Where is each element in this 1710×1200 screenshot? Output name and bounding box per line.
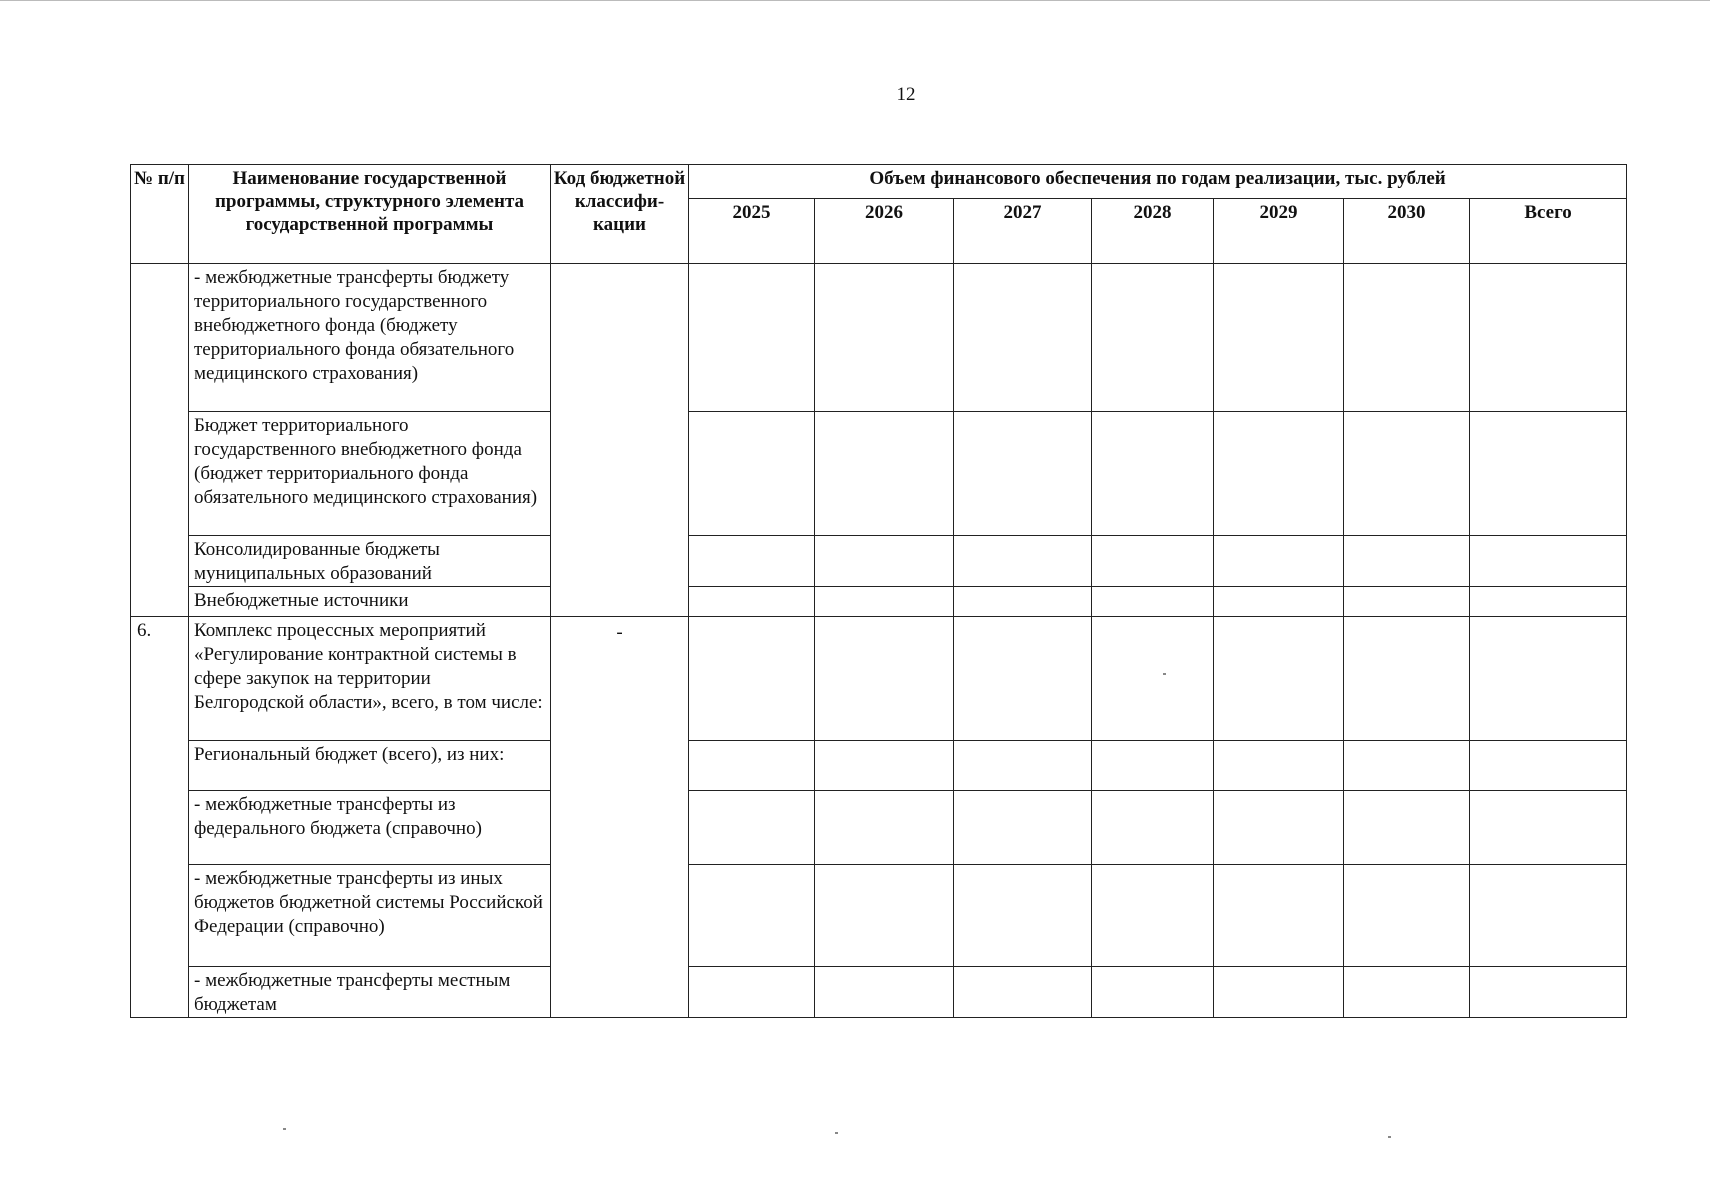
amount-cell xyxy=(1214,264,1344,412)
row-num-cell xyxy=(131,264,189,617)
amount-cell xyxy=(1214,791,1344,865)
amount-cell xyxy=(1214,587,1344,617)
amount-cell xyxy=(1470,412,1627,536)
header-code: Код бюджетной классифи-кации xyxy=(551,165,689,264)
table-row xyxy=(131,967,1627,1018)
amount-cell xyxy=(1092,264,1214,412)
amount-cell xyxy=(689,791,815,865)
table-row xyxy=(131,264,1627,412)
amount-cell xyxy=(815,617,954,741)
amount-cell xyxy=(1344,617,1470,741)
amount-cell xyxy=(1470,741,1627,791)
header-year-2026: 2026 xyxy=(815,199,954,264)
amount-cell xyxy=(1344,967,1470,1018)
amount-cell xyxy=(689,865,815,967)
amount-cell xyxy=(815,412,954,536)
amount-cell xyxy=(1470,617,1627,741)
table-row xyxy=(131,791,1627,865)
amount-cell xyxy=(954,264,1092,412)
amount-cell xyxy=(1092,536,1214,587)
amount-cell xyxy=(689,741,815,791)
amount-cell xyxy=(815,536,954,587)
header-year-2025: 2025 xyxy=(689,199,815,264)
amount-cell xyxy=(689,536,815,587)
funding-table xyxy=(130,164,1627,1018)
row-code-cell xyxy=(551,264,689,617)
row-name-cell: Бюджет территориального государственного внебюджетного фонда (бюджет территориального фонда обязательного медицинского страхования) xyxy=(189,412,551,536)
amount-cell xyxy=(689,587,815,617)
table-row xyxy=(131,617,1627,741)
amount-cell xyxy=(1214,617,1344,741)
amount-cell xyxy=(1470,264,1627,412)
scan-top-edge xyxy=(0,0,1710,1)
row-name-cell: Внебюджетные источники xyxy=(189,587,551,617)
amount-cell xyxy=(815,264,954,412)
header-year-2028: 2028 xyxy=(1092,199,1214,264)
amount-cell xyxy=(954,967,1092,1018)
scan-speck xyxy=(835,1132,838,1134)
amount-cell xyxy=(815,587,954,617)
row-name-cell: Региональный бюджет (всего), из них: xyxy=(189,741,551,791)
amount-cell xyxy=(954,865,1092,967)
amount-cell xyxy=(1214,412,1344,536)
amount-cell xyxy=(954,412,1092,536)
amount-cell xyxy=(1344,587,1470,617)
amount-cell xyxy=(689,264,815,412)
amount-cell xyxy=(1344,791,1470,865)
amount-cell xyxy=(1092,412,1214,536)
header-year-2029: 2029 xyxy=(1214,199,1344,264)
amount-cell xyxy=(1092,791,1214,865)
amount-cell xyxy=(1214,865,1344,967)
amount-cell xyxy=(815,967,954,1018)
table-row xyxy=(131,865,1627,967)
amount-cell xyxy=(1344,741,1470,791)
amount-cell xyxy=(1470,967,1627,1018)
row-name-cell: - межбюджетные трансферты бюджету территориального государственного внебюджетного фонда (бюджету территориального фонда обязательного медицинского страхования) xyxy=(189,264,551,412)
amount-cell xyxy=(689,412,815,536)
page-number: 12 xyxy=(896,84,916,105)
amount-cell xyxy=(1214,741,1344,791)
header-num: № п/п xyxy=(131,165,189,264)
amount-cell xyxy=(954,741,1092,791)
header-total: Всего xyxy=(1470,199,1627,264)
header-year-2030: 2030 xyxy=(1344,199,1470,264)
amount-cell xyxy=(1470,865,1627,967)
amount-cell xyxy=(1344,865,1470,967)
amount-cell xyxy=(954,791,1092,865)
amount-cell xyxy=(815,865,954,967)
amount-cell xyxy=(1092,617,1214,741)
table-row xyxy=(131,536,1627,587)
amount-cell xyxy=(1470,587,1627,617)
table-row xyxy=(131,587,1627,617)
amount-cell xyxy=(689,967,815,1018)
row-code-cell: - xyxy=(551,617,689,1018)
row-name-cell: Консолидированные бюджеты муниципальных образований xyxy=(189,536,551,587)
row-name-cell: Комплекс процессных мероприятий «Регулирование контрактной системы в сфере закупок на территории Белгородской области», всего, в том числе: xyxy=(189,617,551,741)
scan-speck xyxy=(1163,673,1166,675)
amount-cell xyxy=(1470,791,1627,865)
row-name-cell: - межбюджетные трансферты местным бюджетам xyxy=(189,967,551,1018)
header-year-2027: 2027 xyxy=(954,199,1092,264)
amount-cell xyxy=(1344,264,1470,412)
amount-cell xyxy=(815,741,954,791)
amount-cell xyxy=(954,536,1092,587)
scan-speck xyxy=(1388,1136,1391,1138)
amount-cell xyxy=(689,617,815,741)
amount-cell xyxy=(1344,412,1470,536)
header-name: Наименование государственной программы, структурного элемента государственной программы xyxy=(189,165,551,264)
amount-cell xyxy=(1092,865,1214,967)
amount-cell xyxy=(1344,536,1470,587)
row-num-cell: 6. xyxy=(131,617,189,1018)
amount-cell xyxy=(815,791,954,865)
amount-cell xyxy=(1092,741,1214,791)
table-row xyxy=(131,412,1627,536)
amount-cell xyxy=(1092,967,1214,1018)
amount-cell xyxy=(954,617,1092,741)
amount-cell xyxy=(1214,967,1344,1018)
table-row xyxy=(131,741,1627,791)
header-funding: Объем финансового обеспечения по годам реализации, тыс. рублей xyxy=(689,165,1627,199)
amount-cell xyxy=(1214,536,1344,587)
scan-speck xyxy=(283,1128,286,1130)
row-name-cell: - межбюджетные трансферты из федерального бюджета (справочно) xyxy=(189,791,551,865)
amount-cell xyxy=(1470,536,1627,587)
amount-cell xyxy=(1092,587,1214,617)
amount-cell xyxy=(954,587,1092,617)
row-name-cell: - межбюджетные трансферты из иных бюджетов бюджетной системы Российской Федерации (справочно) xyxy=(189,865,551,967)
